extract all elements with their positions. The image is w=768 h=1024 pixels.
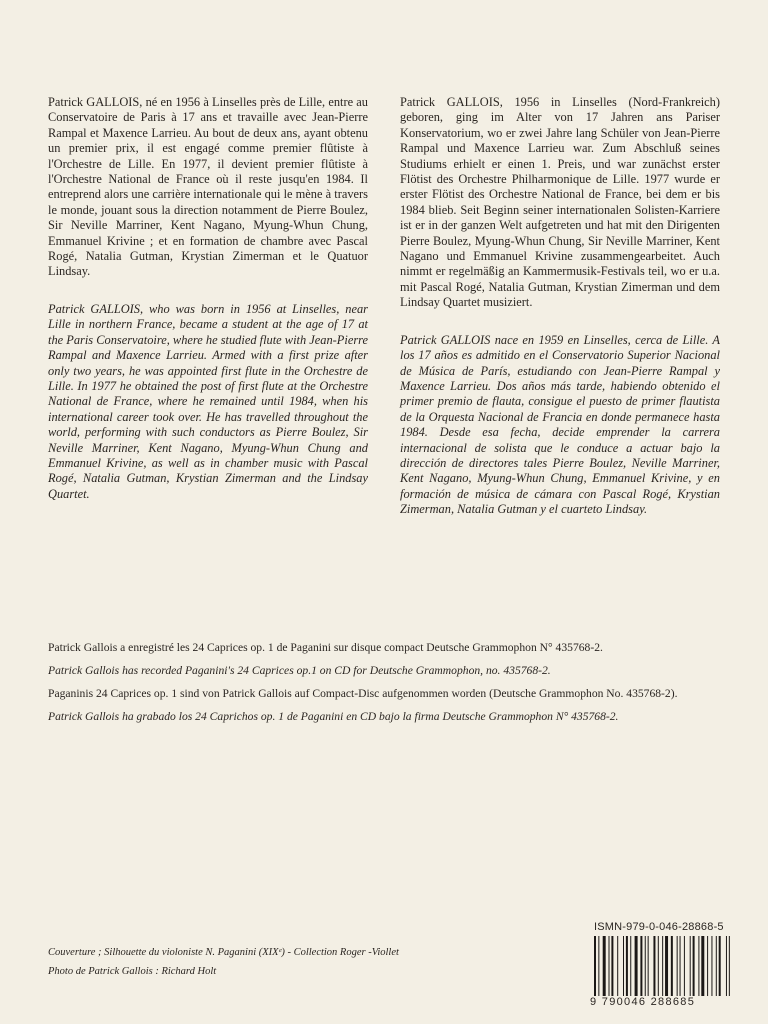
right-column <box>400 95 720 540</box>
left-column <box>48 95 368 524</box>
recording-note-german: Paganinis 24 Caprices op. 1 sind von Patrick Gallois auf Compact-Disc aufgenommen worden (Deutsche Grammophon No. 435768-2). <box>48 687 678 700</box>
barcode-icon <box>590 936 738 996</box>
ismn-label: ISMN-979-0-046-28868-5 <box>594 921 724 933</box>
barcode-digits: 9 790046 288685 <box>590 996 696 1008</box>
biography-spanish: Patrick GALLOIS nace en 1959 en Linselles, cerca de Lille. A los 17 años es admitido en el Conservatorio Superior Nacional de Música de París, estudiando con Jean-Pierre Rampal y Maxence Larrieu. Dos años más tarde, habiendo obtenido el primer premio de flauta, consigue el puesto de primer flautista de la Orquesta Nacional de Francia en donde permanece hasta 1984. Desde esa fecha, decide emprender la carrera internacional de solista que le conduce a actuar bajo la dirección de directores tales Pierre Boulez, Neville Marriner, Kent Nagano, Myung-Whun Chung, Emmanuel Krivine, y en formación de música de cámara con Pascal Rogé, Krystian Zimerman, Natalia Gutman y el cuarteto Lindsay. <box>400 332 720 517</box>
biography-english: Patrick GALLOIS, who was born in 1956 at Linselles, near Lille in northern France, became a student at the age of 17 at the Paris Conservatoire, where he studied flute with Jean-Pierre Rampal and Maxence Larrieu. Armed with a first prize after only two years, he was appointed first flute in the Orchestre de Lille. In 1977 he obtained the post of first flute at the Orchestre National de France, where he remained until 1984, when his international career took over. He has travelled throughout the world, performing with such conductors as Pierre Boulez, Sir Neville Marriner, Kent Nagano, Myung-Whun Chung and Emmanuel Krivine, as well as in chamber music with Pascal Rogé, Natalia Gutman, Krystian Zimerman and the Lindsay Quartet. <box>48 301 368 501</box>
biography-french: Patrick GALLOIS, né en 1956 à Linselles près de Lille, entre au Conservatoire de Paris à 17 ans et travaille avec Jean-Pierre Rampal et Maxence Larrieu. Au bout de deux ans, ayant obtenu un premier prix, il est engagé comme premier flûtiste à l'Orchestre de Lille. En 1977, il devient premier flûtiste à l'Orchestre National de France où il reste jusqu'en 1984. Il entreprend alors une carrière internationale qui le mène à travers le monde, jouant sous la direction notamment de Pierre Boulez, Sir Neville Marriner, Kent Nagano, Myung-Whun Chung, Emmanuel Krivine ; et en formation de chambre avec Pascal Rogé, Natalia Gutman, Krystian Zimerman et le Quatuor Lindsay. <box>48 95 368 279</box>
cover-credit: Couverture ; Silhouette du violoniste N. Paganini (XIXᵉ) - Collection Roger -Viollet <box>48 947 399 958</box>
recording-note-english: Patrick Gallois has recorded Paganini's 24 Caprices op.1 on CD for Deutsche Grammophon, no. 435768-2. <box>48 664 551 677</box>
credits <box>48 943 399 981</box>
biography-german: Patrick GALLOIS, 1956 in Linselles (Nord-Frankreich) geboren, ging im Alter von 17 Jahren ans Pariser Konservatorium, wo er zwei Jahre lang Schüler von Jean-Pierre Rampal und Maxence Larrieu war. Zum Abschluß seines Studiums erhielt er einen 1. Preis, und war zunächst erster Flötist des Orchestre Philharmonique de Lille. 1977 wurde er erster Flötist des Orchestre National de France, bei dem er bis 1984 blieb. Seit Beginn seiner internationalen Solisten-Karriere ist er in der ganzen Welt aufgetreten und hat mit den Dirigenten Pierre Boulez, Myung-Whun Chung, Sir Neville Marriner, Kent Nagano und Emmanuel Krivine zusammengearbeitet. Auch nimmt er regelmäßig an Kammermusik-Festivals teil, wo er u.a. mit Pascal Rogé, Natalia Gutman, Krystian Zimerman und dem Lindsay Quartet musiziert. <box>400 95 720 310</box>
photo-credit: Photo de Patrick Gallois : Richard Holt <box>48 966 217 977</box>
recording-note-french: Patrick Gallois a enregistré les 24 Caprices op. 1 de Paganini sur disque compact Deutsche Grammophon N° 435768-2. <box>48 641 603 654</box>
recordings-section <box>48 640 728 732</box>
recording-note-spanish: Patrick Gallois ha grabado los 24 Caprichos op. 1 de Paganini en CD bajo la firma Deutsche Grammophon N° 435768-2. <box>48 710 619 723</box>
